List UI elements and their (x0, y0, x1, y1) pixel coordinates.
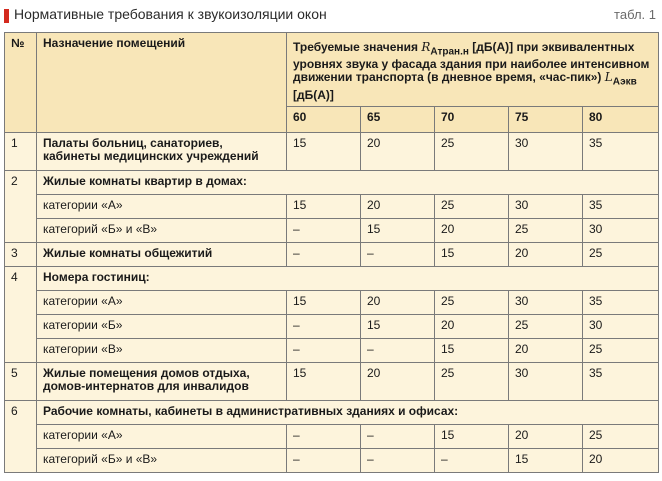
table-row (5, 242, 659, 266)
row-value: – (361, 424, 435, 448)
header-purpose: Назначение помещений (37, 33, 287, 133)
row-number: 6 (5, 400, 37, 472)
row-value: – (287, 448, 361, 472)
header-required-prefix: Требуемые значения (293, 40, 422, 54)
header-level-suffix: [дБ(А)] (293, 87, 334, 102)
header-required-values (287, 33, 659, 107)
row-value: 20 (509, 338, 583, 362)
row-value: 25 (435, 132, 509, 170)
row-number: 4 (5, 266, 37, 362)
row-value: 30 (509, 132, 583, 170)
row-subcategory: категорий «Б» и «В» (37, 448, 287, 472)
row-value: 25 (509, 218, 583, 242)
row-value: 20 (583, 448, 659, 472)
title-marker (4, 9, 9, 23)
row-group-name: Жилые комнаты квартир в домах: (37, 170, 659, 194)
header-level-75: 75 (509, 106, 583, 132)
row-value: 20 (509, 242, 583, 266)
row-value: 15 (287, 132, 361, 170)
table-row (5, 194, 659, 218)
row-value: 20 (435, 218, 509, 242)
table-number-label: табл. 1 (614, 7, 656, 22)
header-level-70: 70 (435, 106, 509, 132)
table-row (5, 400, 659, 424)
header-level-80: 80 (583, 106, 659, 132)
row-value: 20 (361, 132, 435, 170)
row-value: 15 (287, 194, 361, 218)
row-value: 30 (583, 218, 659, 242)
row-subcategory: категории «А» (37, 424, 287, 448)
row-value: 15 (287, 362, 361, 400)
row-value: – (287, 314, 361, 338)
row-subcategory: категории «А» (37, 290, 287, 314)
row-number: 2 (5, 170, 37, 242)
row-number: 1 (5, 132, 37, 170)
row-value: 35 (583, 290, 659, 314)
row-value: 15 (435, 242, 509, 266)
row-value: – (287, 424, 361, 448)
row-value: 15 (509, 448, 583, 472)
row-name: Жилые комнаты общежитий (37, 242, 287, 266)
row-subcategory: категории «А» (37, 194, 287, 218)
table-row (5, 314, 659, 338)
row-value: 20 (361, 194, 435, 218)
row-value: 20 (435, 314, 509, 338)
row-value: 25 (583, 338, 659, 362)
header-level-symbol: L (604, 70, 613, 85)
row-value: 20 (361, 362, 435, 400)
row-value: – (435, 448, 509, 472)
row-subcategory: категорий «Б» и «В» (37, 218, 287, 242)
table-row (5, 448, 659, 472)
row-number: 5 (5, 362, 37, 400)
row-value: – (287, 218, 361, 242)
row-name: Жилые помещения домов отдыха, домов-интернатов для инвалидов (37, 362, 287, 400)
row-value: 25 (509, 314, 583, 338)
row-value: 30 (509, 194, 583, 218)
title-bar (0, 0, 662, 30)
row-value: 25 (435, 194, 509, 218)
row-value: 30 (509, 362, 583, 400)
row-value: 25 (435, 362, 509, 400)
requirements-table (4, 32, 659, 473)
row-value: 25 (583, 424, 659, 448)
header-required-symbol: R (421, 40, 431, 54)
row-value: 35 (583, 132, 659, 170)
table-row (5, 362, 659, 400)
row-value: 15 (435, 338, 509, 362)
row-subcategory: категории «В» (37, 338, 287, 362)
table-row (5, 132, 659, 170)
header-level-subscript: Аэкв (612, 76, 637, 88)
row-value: 15 (435, 424, 509, 448)
row-value: – (361, 242, 435, 266)
table-row (5, 290, 659, 314)
table-row (5, 424, 659, 448)
row-name: Палаты больниц, санаториев, кабинеты медицинских учреждений (37, 132, 287, 170)
row-value: – (287, 242, 361, 266)
row-value: 25 (583, 242, 659, 266)
row-value: 15 (361, 314, 435, 338)
header-num: № (5, 33, 37, 133)
header-required-subscript: Атран.н (430, 46, 469, 58)
table-title: Нормативные требования к звукоизоляции окон (14, 6, 327, 22)
row-group-name: Рабочие комнаты, кабинеты в административных зданиях и офисах: (37, 400, 659, 424)
header-level-60: 60 (287, 106, 361, 132)
row-subcategory: категории «Б» (37, 314, 287, 338)
row-value: 15 (287, 290, 361, 314)
row-value: – (361, 338, 435, 362)
row-value: 35 (583, 194, 659, 218)
table-row (5, 170, 659, 194)
row-value: 20 (361, 290, 435, 314)
row-value: – (361, 448, 435, 472)
row-value: – (287, 338, 361, 362)
table-row (5, 218, 659, 242)
row-value: 30 (583, 314, 659, 338)
table-row (5, 266, 659, 290)
row-number: 3 (5, 242, 37, 266)
row-value: 35 (583, 362, 659, 400)
row-value: 25 (435, 290, 509, 314)
table-row (5, 338, 659, 362)
header-required-middle: [дБ(А)] при эквивалентных уровнях звука у фасада здания при наиболее интенсивном движении транспорта (в дневное время, «час-пик») (293, 40, 650, 85)
row-value: 20 (509, 424, 583, 448)
header-level-65: 65 (361, 106, 435, 132)
row-value: 30 (509, 290, 583, 314)
row-value: 15 (361, 218, 435, 242)
row-group-name: Номера гостиниц: (37, 266, 659, 290)
